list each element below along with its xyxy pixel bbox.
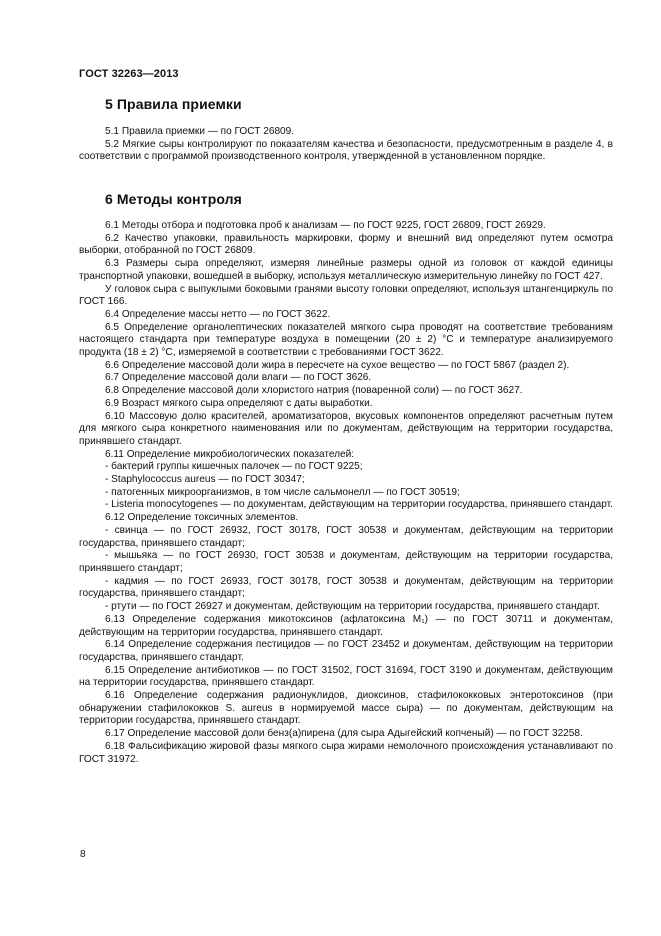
page-number: 8 [80, 849, 86, 860]
paragraph: 6.12 Определение токсичных элементов. [105, 512, 299, 524]
section-6-body [79, 220, 613, 766]
paragraph: 6.14 Определение содержания пестицидов — по ГОСТ 23452 и документам, действующим на территории государства, принявшего стандарт. [79, 639, 613, 663]
list-item: - ртути — по ГОСТ 26927 и документам, действующим на территории государства, принявшего стандарт. [105, 601, 600, 613]
paragraph: 6.8 Определение массовой доли хлористого натрия (поваренной соли) — по ГОСТ 3627. [105, 385, 523, 397]
paragraph: 5.1 Правила приемки — по ГОСТ 26809. [105, 126, 295, 137]
list-item: - свинца — по ГОСТ 26932, ГОСТ 30178, ГОСТ 30538 и документам, действующим на территории государства, принявшего стандарт; [79, 524, 613, 549]
paragraph: 6.7 Определение массовой доли влаги — по ГОСТ 3626. [105, 372, 372, 384]
section-5-body [79, 126, 613, 164]
paragraph: 6.5 Определение органолептических показателей мягкого сыра проводят на соответствие требованиям настоящего стандарта при температуре воздуха в помещении (20 ± 2) °С и температуре анализируемого продукта (18 ± 2) °С, измеряемой в соответствии с требованиями ГОСТ 3622. [79, 321, 613, 359]
paragraph: 6.3 Размеры сыра определяют, измеряя линейные размеры одной из головок от каждой единицы транспортной упаковки, вошедшей в выборку, используя металлическую измерительную линейку по ГОСТ 427. [79, 258, 613, 282]
paragraph: 6.1 Методы отбора и подготовка проб к анализам — по ГОСТ 9225, ГОСТ 26809, ГОСТ 26929. [105, 220, 546, 231]
paragraph: 6.2 Качество упаковки, правильность маркировки, форму и внешний вид определяют путем осмотра выборки, отобранной по ГОСТ 26809. [79, 232, 613, 257]
paragraph: 6.4 Определение массы нетто — по ГОСТ 3622. [105, 308, 331, 320]
list-item: - мышьяка — по ГОСТ 26930, ГОСТ 30538 и документам, действующим на территории государства, принявшего стандарт; [79, 550, 613, 574]
paragraph: 5.2 Мягкие сыры контролируют по показателям качества и безопасности, предусмотренным в разделе 4, в соответствии с программой производственного контроля, утвержденной в установленном порядке. [79, 138, 613, 163]
paragraph: 6.13 Определение содержания микотоксинов (афлатоксина M₁) — по ГОСТ 30711 и документам, действующим на территории государства, принявшего стандарт. [79, 613, 613, 638]
document-header: ГОСТ 32263—2013 [79, 68, 179, 80]
paragraph: 6.16 Определение содержания радионуклидов, диоксинов, стафилококковых энтеротоксинов (при обнаружении стафилококков S. aureus в нормируемой массе сыра) — по документам, действующим на территории государства, принявшего стандарт. [79, 690, 613, 727]
list-item: - кадмия — по ГОСТ 26933, ГОСТ 30178, ГОСТ 30538 и документам, действующим на территории государства, принявшего стандарт; [79, 575, 613, 600]
paragraph: 6.10 Массовую долю красителей, ароматизаторов, вкусовых компонентов определяют расчетным путем для мягкого сыра конкретного наименования или по документам, действующим на территории государства, принявшего стандарт. [79, 410, 613, 447]
list-item: - патогенных микроорганизмов, в том числе сальмонелл — по ГОСТ 30519; [105, 486, 460, 498]
paragraph: 6.18 Фальсификацию жировой фазы мягкого сыра жирами немолочного происхождения устанавливают по ГОСТ 31972. [79, 740, 613, 765]
paragraph: 6.11 Определение микробиологических показателей: [105, 448, 355, 460]
list-item: - Listeria monocytogenes — по документам, действующим на территории государства, принявшего стандарт. [105, 499, 613, 511]
paragraph: У головок сыра с выпуклыми боковыми гранями высоту головки определяют, используя штангенциркуль по ГОСТ 166. [79, 283, 613, 308]
list-item: - Staphylococcus aureus — по ГОСТ 30347; [105, 474, 305, 486]
paragraph: 6.15 Определение антибиотиков — по ГОСТ 31502, ГОСТ 31694, ГОСТ 3190 и документам, действующим на территории государства, принявшего стандарт. [79, 664, 613, 689]
paragraph: 6.9 Возраст мягкого сыра определяют с даты выработки. [105, 397, 373, 409]
paragraph: 6.17 Определение массовой доли бенз(а)пирена (для сыра Адыгейский копченый) — по ГОСТ 32258. [105, 728, 583, 740]
paragraph: 6.6 Определение массовой доли жира в пересчете на сухое вещество — по ГОСТ 5867 (раздел 2). [105, 359, 570, 371]
section-5-title: 5 Правила приемки [105, 96, 242, 112]
list-item: - бактерий группы кишечных палочек — по ГОСТ 9225; [105, 461, 363, 473]
section-6-title: 6 Методы контроля [105, 191, 242, 207]
